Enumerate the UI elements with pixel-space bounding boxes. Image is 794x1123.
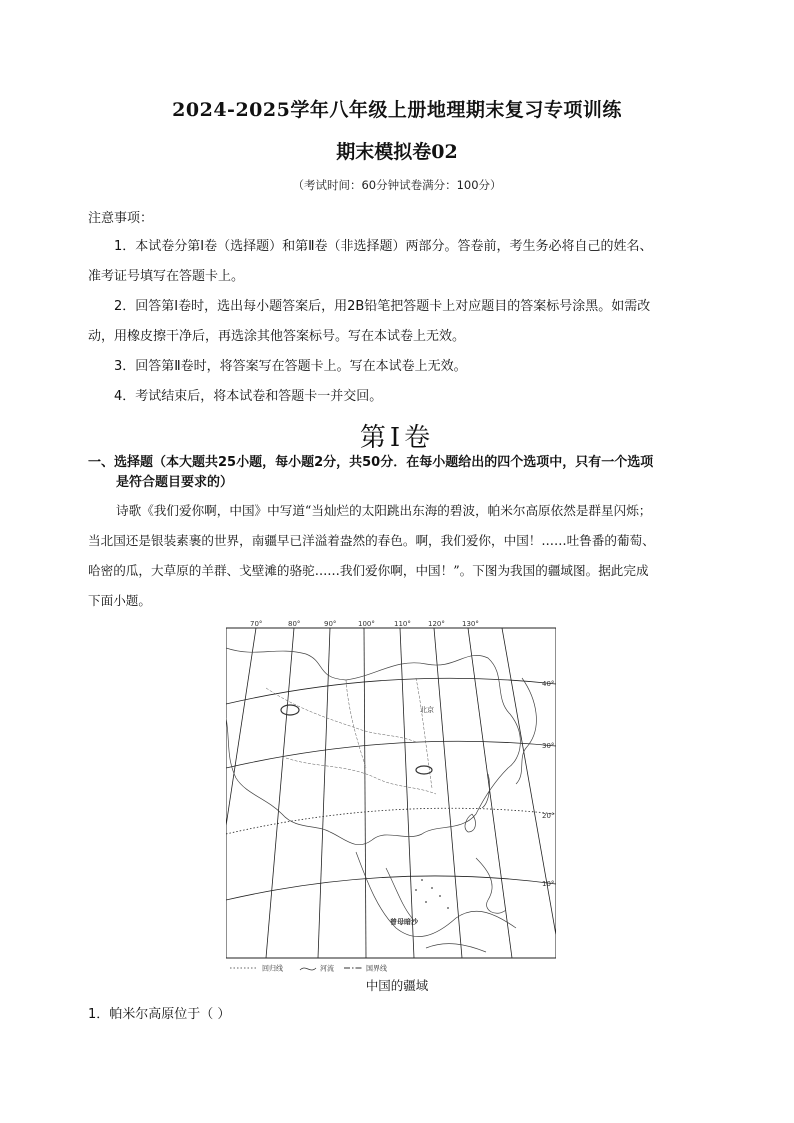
poem-line-3: 哈密的瓜，大草原的羊群、戈壁滩的骆驼……我们爱你啊，中国！”。下图为我国的疆域图。据此完成 [88, 563, 649, 578]
notice-heading: 注意事项： [88, 211, 154, 226]
section-line-1: 一、选择题（本大题共25小题，每小题2分，共50分．在每小题给出的四个选项中，只有一个选项 [88, 455, 654, 470]
lat-label-20: 20° [542, 812, 555, 820]
volume-title: 第Ⅰ卷 [359, 423, 435, 453]
notice-item-2b: 动，用橡皮擦干净后，再选涂其他答案标号。写在本试卷上无效。 [88, 329, 466, 344]
exam-info: （考试时间：60分钟试卷满分：100分） [292, 178, 502, 192]
map-caption: 中国的疆域 [365, 978, 429, 993]
lat-label-40: 40° [542, 680, 555, 688]
notice-item-2a: 2．回答第Ⅰ卷时，选出每小题答案后，用2B铅笔把答题卡上对应题目的答案标号涂黑。如需改 [114, 299, 651, 314]
china-territory-map [226, 618, 556, 976]
question-1: 1．帕米尔高原位于（ ） [88, 1007, 231, 1022]
poem-line-2: 当北国还是银装素裹的世界，南疆早已洋溢着盎然的春色。啊，我们爱你，中国！……吐鲁番的葡萄、 [88, 533, 655, 548]
notice-item-1b: 准考证号填写在答题卡上。 [88, 269, 245, 284]
lon-label-110: 110° [394, 620, 411, 628]
lat-label-10: 10° [542, 880, 555, 888]
legend-border-label: 国界线 [366, 964, 387, 973]
notice-item-1a: 1．本试卷分第Ⅰ卷（选择题）和第Ⅱ卷（非选择题）两部分。答卷前，考生务必将自己的姓名、 [114, 239, 653, 254]
notice-list [88, 232, 718, 412]
poem-line-1: 诗歌《我们爱你啊，中国》中写道“当灿烂的太阳跳出东海的碧波，帕米尔高原依然是群星闪烁； [116, 503, 652, 518]
poem-line-4: 下面小题。 [88, 593, 151, 608]
notice-item-3: 3．回答第Ⅱ卷时，将答案写在答题卡上。写在本试卷上无效。 [114, 359, 467, 374]
exam-subtitle: 期末模拟卷02 [336, 141, 458, 163]
lon-label-70: 70° [250, 620, 263, 628]
lon-label-90: 90° [324, 620, 337, 628]
section-heading [88, 453, 728, 493]
section-line-2: 是符合题目要求的） [116, 475, 234, 490]
lat-label-30: 30° [542, 742, 555, 750]
legend-river-label: 河流 [320, 964, 334, 973]
poem-passage [88, 496, 718, 616]
exam-title: 2024-2025学年八年级上册地理期末复习专项训练 [172, 99, 622, 121]
lon-label-80: 80° [288, 620, 301, 628]
place-label-zengmu: 曾母暗沙 [390, 918, 418, 926]
place-label-beijing: 北京 [420, 706, 434, 714]
notice-item-4: 4．考试结束后，将本试卷和答题卡一并交回。 [114, 389, 383, 404]
lon-label-120: 120° [428, 620, 445, 628]
legend-tropic-label: 回归线 [262, 964, 283, 973]
legend-river-symbol [300, 968, 316, 970]
lon-label-130: 130° [462, 620, 479, 628]
lon-label-100: 100° [358, 620, 375, 628]
